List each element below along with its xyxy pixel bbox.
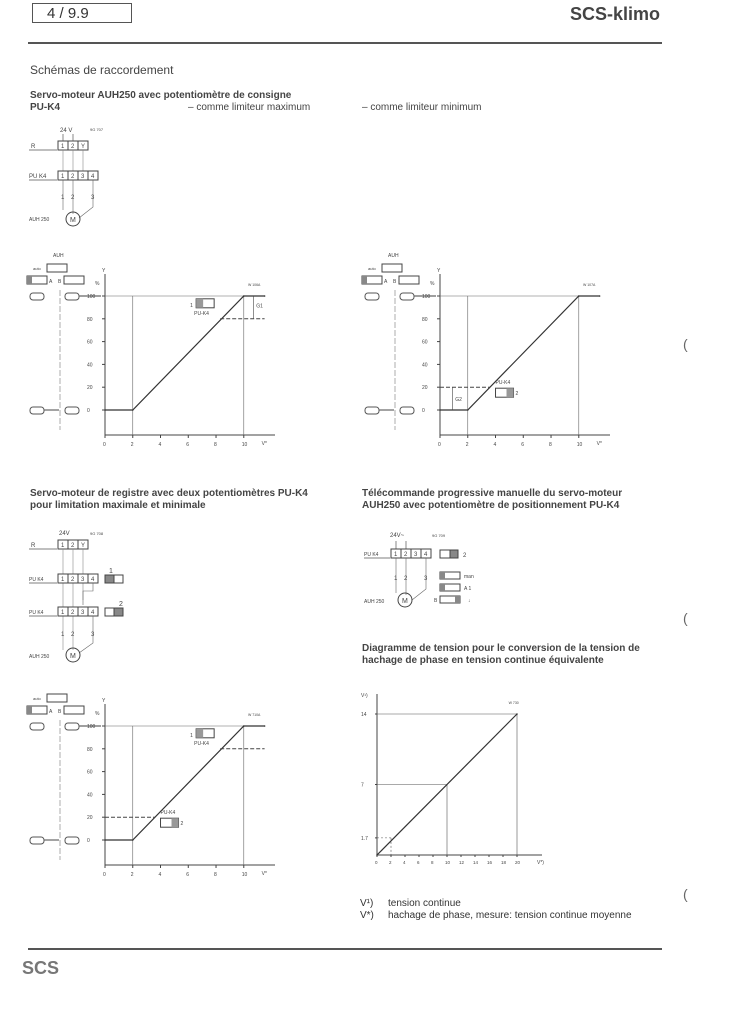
r-label: R xyxy=(31,144,36,150)
pot-label: 2 xyxy=(463,553,467,559)
pot-number: 1 xyxy=(190,302,193,309)
block4-title xyxy=(362,643,640,667)
y-axis-label: Y xyxy=(102,698,106,704)
x-axis-label: V* xyxy=(596,441,602,447)
actuator-a-open-icon xyxy=(365,293,379,300)
x-tick-label: 6 xyxy=(417,860,420,865)
page-number: 4 / 9.9 xyxy=(32,3,132,23)
pot-label: PU-K4 xyxy=(194,310,209,317)
y-tick-label: 60 xyxy=(87,339,93,346)
x-tick-label: 8 xyxy=(214,872,217,878)
data-point xyxy=(104,839,106,841)
block3-title xyxy=(362,488,622,512)
y-tick-label: 80 xyxy=(422,316,428,323)
switch-a-label: A xyxy=(49,279,53,285)
actuator-a-closed-icon xyxy=(365,407,379,414)
potentiometer-knob xyxy=(507,388,514,397)
actuator-a-open-icon xyxy=(30,723,44,730)
block2-title-line2: pour limitation maximale et minimale xyxy=(30,500,206,511)
x-tick-label: 20 xyxy=(515,860,521,865)
block1-title-line2: PU-K4 xyxy=(30,102,61,113)
motor-label: AUH 250 xyxy=(364,599,385,605)
actuator-b-closed-icon xyxy=(400,407,414,414)
potentiometer-icon xyxy=(440,550,458,558)
punch-mark: ( xyxy=(683,610,688,626)
y-unit-label: % xyxy=(430,281,435,287)
voltage-label: 24V xyxy=(59,531,70,537)
switch-a-knob xyxy=(362,276,367,284)
block1-sub-min: – comme limiteur minimum xyxy=(362,102,482,113)
terminal: 1 xyxy=(61,577,65,583)
series-line xyxy=(440,296,600,410)
legend-symbol: V¹) xyxy=(360,898,374,909)
y-tick-label: 40 xyxy=(87,362,93,369)
x-tick-label: 2 xyxy=(130,442,134,448)
x-tick-label: 10 xyxy=(241,442,248,448)
block3-title-line1: Télécommande progressive manuelle du servo-moteur xyxy=(362,488,623,499)
wire-label: 3 xyxy=(424,576,428,582)
diagram-code: 9G 708 xyxy=(90,531,104,536)
motor-label: AUH 250 xyxy=(29,217,50,223)
switch-a-knob xyxy=(27,276,32,284)
legend-item-2 xyxy=(360,910,632,921)
wiring-diagram-3 xyxy=(360,525,500,615)
terminal: 2 xyxy=(71,144,75,150)
block1-title-line1: Servo-moteur AUH250 avec potentiomètre de consigne xyxy=(30,90,292,101)
switch-man-icon xyxy=(440,572,460,579)
block1-sub-max: – comme limiteur maximum xyxy=(188,102,311,113)
x-tick-label: 0 xyxy=(103,872,106,878)
x-axis-label: V* xyxy=(261,871,267,877)
data-point xyxy=(243,725,245,727)
x-tick-label: 0 xyxy=(438,442,441,448)
voltage-label: 24V~ xyxy=(390,533,405,539)
legend-text: hachage de phase, mesure: tension continue moyenne xyxy=(388,910,632,921)
terminal: 1 xyxy=(61,543,65,549)
y-unit-label: % xyxy=(95,281,100,287)
x-tick-label: 2 xyxy=(130,872,134,878)
switch-b-label: B xyxy=(393,279,397,285)
switch-b-icon xyxy=(64,706,84,714)
brand-title: SCS-klimo xyxy=(569,4,660,24)
wiring-diagram-2 xyxy=(25,525,145,665)
y-tick-label: 14 xyxy=(361,712,367,718)
terminal: 4 xyxy=(91,610,95,616)
y-tick-label: 100 xyxy=(422,294,431,300)
chart-limitation-max-min xyxy=(25,680,285,880)
limit-label: G2 xyxy=(455,396,462,403)
y-tick-label: 100 xyxy=(87,724,96,730)
pot-number: 2 xyxy=(180,821,184,828)
pu-label: PU K4 xyxy=(29,577,44,583)
punch-mark: ( xyxy=(683,886,688,902)
wire-label: 1 xyxy=(61,632,65,638)
wiring-diagram-1 xyxy=(25,122,145,232)
terminal: 2 xyxy=(71,543,75,549)
y-tick-label: 0 xyxy=(422,408,425,414)
chart-code: W 710A xyxy=(247,713,261,717)
header-rule xyxy=(28,42,662,44)
switch-b-icon xyxy=(399,276,419,284)
terminal: 2 xyxy=(71,174,75,180)
chart-code: W 730 xyxy=(508,701,519,705)
y-unit-label: % xyxy=(95,711,100,717)
y-tick-label: 40 xyxy=(87,792,93,799)
potentiometer-knob xyxy=(196,729,203,738)
punch-mark: ( xyxy=(683,336,688,352)
series-line xyxy=(105,726,265,840)
y-tick-label: 7 xyxy=(361,782,364,789)
chart-limiteur-minimum xyxy=(360,250,620,450)
data-point xyxy=(264,295,266,297)
pu-terminal-block xyxy=(58,171,98,180)
data-point xyxy=(467,409,469,411)
limit-label: G1 xyxy=(256,303,263,310)
voltage-label: 24 V xyxy=(60,128,73,134)
switch-a1-icon xyxy=(440,584,460,591)
potentiometer-knob xyxy=(196,299,203,308)
y-axis-label: Y xyxy=(102,268,106,274)
x-tick-label: 12 xyxy=(459,860,465,865)
motor-symbol: M xyxy=(70,217,76,224)
switch-auto-label: auto xyxy=(33,696,41,701)
motor-label: AUH 250 xyxy=(29,654,50,660)
legend-item-1 xyxy=(360,898,461,909)
pot-number: 1 xyxy=(190,732,193,739)
switch-auh-label: AUH xyxy=(53,253,64,259)
x-tick-label: 0 xyxy=(375,860,378,865)
x-tick-label: 4 xyxy=(403,860,406,865)
y-tick-label: 0 xyxy=(87,408,90,414)
data-point xyxy=(578,295,580,297)
terminal: 1 xyxy=(61,174,65,180)
terminal: 2 xyxy=(71,610,75,616)
x-tick-label: 14 xyxy=(473,860,479,865)
terminal: 3 xyxy=(81,610,85,616)
wire-label: 3 xyxy=(91,195,95,201)
terminal: 4 xyxy=(91,174,95,180)
switch-b-icon xyxy=(64,276,84,284)
x-tick-label: 6 xyxy=(186,872,190,878)
switch-a-label: A xyxy=(384,279,388,285)
switch-b-label: B xyxy=(58,279,62,285)
wire-label: 3 xyxy=(91,632,95,638)
terminal: 1 xyxy=(61,610,65,616)
potentiometer-2-icon xyxy=(105,608,123,616)
switch-b-label: B xyxy=(434,598,438,604)
wire-label: 2 xyxy=(404,576,408,582)
terminal: 2 xyxy=(404,552,408,558)
x-tick-label: 8 xyxy=(431,860,434,865)
switch-label: man xyxy=(464,574,474,580)
series-line xyxy=(105,296,265,410)
data-point xyxy=(243,295,245,297)
footer-rule xyxy=(28,948,662,950)
chart-limiteur-maximum xyxy=(25,250,285,450)
actuator-a-closed-icon xyxy=(30,837,44,844)
terminal: Y xyxy=(81,144,86,150)
x-tick-label: 16 xyxy=(487,860,493,865)
pot1-label: 1 xyxy=(109,568,113,575)
diagram-code: 9G 709 xyxy=(432,533,446,538)
data-point xyxy=(599,295,601,297)
switch-auto-label: auto xyxy=(368,266,376,271)
data-point xyxy=(439,409,441,411)
block4-title-line1: Diagramme de tension pour le conversion de la tension de xyxy=(362,643,640,654)
switch-auto-icon xyxy=(47,694,67,702)
switch-b-icon xyxy=(440,596,460,603)
switch-auto-icon xyxy=(47,264,67,272)
block2-title xyxy=(30,488,308,512)
r-terminal-block xyxy=(58,141,88,150)
switch-b-label: B xyxy=(58,709,62,715)
actuator-b-open-icon xyxy=(65,723,79,730)
chart-code: W 106A xyxy=(247,283,261,287)
x-tick-label: 4 xyxy=(493,442,497,448)
wire-label: 1 xyxy=(394,576,398,582)
pot-label: PU-K4 xyxy=(495,380,511,387)
switch-label: ↓ xyxy=(468,598,471,604)
x-tick-label: 10 xyxy=(576,442,583,448)
wire-label: 2 xyxy=(71,195,75,201)
y-axis-label: V¹) xyxy=(361,693,368,699)
switch-a-label: A xyxy=(49,709,53,715)
x-tick-label: 4 xyxy=(158,442,162,448)
section-title: Schémas de raccordement xyxy=(30,63,174,77)
x-tick-label: 8 xyxy=(549,442,552,448)
block4-title-line2: hachage de phase en tension continue équivalente xyxy=(362,655,604,666)
chart-code: W 107A xyxy=(582,283,596,287)
terminal: 1 xyxy=(394,552,398,558)
y-tick-label: 20 xyxy=(422,385,428,392)
terminal: 3 xyxy=(414,552,418,558)
terminal: 3 xyxy=(81,577,85,583)
pot-label: PU-K4 xyxy=(160,810,176,817)
x-tick-label: 10 xyxy=(241,872,248,878)
actuator-b-closed-icon xyxy=(65,837,79,844)
y-axis-label: Y xyxy=(437,268,441,274)
x-tick-label: 18 xyxy=(501,860,507,865)
y-tick-label: 60 xyxy=(422,339,428,346)
pu-label: PU K4 xyxy=(29,610,44,616)
data-point xyxy=(132,409,134,411)
terminal: 4 xyxy=(424,552,428,558)
x-tick-label: 6 xyxy=(521,442,525,448)
x-tick-label: 2 xyxy=(389,860,392,865)
pu-label: PU K4 xyxy=(29,174,47,180)
y-tick-label: 60 xyxy=(87,769,93,776)
switch-auto-icon xyxy=(382,264,402,272)
terminal: 1 xyxy=(61,144,65,150)
pot-number: 2 xyxy=(515,391,519,398)
wire-label: 1 xyxy=(61,195,65,201)
x-tick-label: 6 xyxy=(186,442,190,448)
motor-symbol: M xyxy=(402,598,408,605)
x-tick-label: 2 xyxy=(465,442,469,448)
y-tick-label: 0 xyxy=(87,838,90,844)
x-tick-label: 0 xyxy=(103,442,106,448)
terminal: 2 xyxy=(71,577,75,583)
x-tick-label: 4 xyxy=(158,872,162,878)
x-axis-label: V* xyxy=(261,441,267,447)
switch-auto-label: auto xyxy=(33,266,41,271)
y-tick-label: 100 xyxy=(87,294,96,300)
terminal: 3 xyxy=(81,174,85,180)
potentiometer-1-icon xyxy=(105,575,123,583)
data-point xyxy=(376,854,378,856)
data-point xyxy=(264,725,266,727)
actuator-b-open-icon xyxy=(400,293,414,300)
y-tick-label: 20 xyxy=(87,815,93,822)
wire-label: 2 xyxy=(71,632,75,638)
footer-brand: SCS xyxy=(22,958,60,978)
pot2-label: 2 xyxy=(119,601,123,608)
block2-title-line1: Servo-moteur de registre avec deux potentiomètres PU-K4 xyxy=(30,488,308,499)
potentiometer-knob xyxy=(172,818,179,827)
y-tick-label: 40 xyxy=(422,362,428,369)
pu-label: PU K4 xyxy=(364,552,379,558)
block3-title-line2: AUH250 avec potentiomètre de positionnement PU-K4 xyxy=(362,500,620,511)
actuator-a-closed-icon xyxy=(30,407,44,414)
switch-label: A 1 xyxy=(464,586,472,592)
motor-symbol: M xyxy=(70,653,76,660)
data-point xyxy=(104,409,106,411)
terminal: 4 xyxy=(91,577,95,583)
actuator-a-open-icon xyxy=(30,293,44,300)
y-tick-label: 20 xyxy=(87,385,93,392)
switch-a-knob xyxy=(27,706,32,714)
y-tick-label: 80 xyxy=(87,316,93,323)
data-point xyxy=(516,713,518,715)
y-tick-label: 80 xyxy=(87,746,93,753)
legend-text: tension continue xyxy=(388,898,461,909)
x-tick-label: 10 xyxy=(445,860,451,865)
pot-label: PU-K4 xyxy=(194,740,209,747)
actuator-b-open-icon xyxy=(65,293,79,300)
switch-auh-label: AUH xyxy=(388,253,399,259)
x-tick-label: 8 xyxy=(214,442,217,448)
terminal: Y xyxy=(81,543,86,549)
data-point xyxy=(132,839,134,841)
r-label: R xyxy=(31,543,36,549)
chart-voltage-conversion xyxy=(355,680,555,880)
diagram-code: 9G 707 xyxy=(90,127,104,132)
x-axis-label: V*) xyxy=(537,860,544,866)
legend-symbol: V*) xyxy=(360,910,374,921)
y-tick-label: 1.7 xyxy=(361,835,368,842)
actuator-b-closed-icon xyxy=(65,407,79,414)
